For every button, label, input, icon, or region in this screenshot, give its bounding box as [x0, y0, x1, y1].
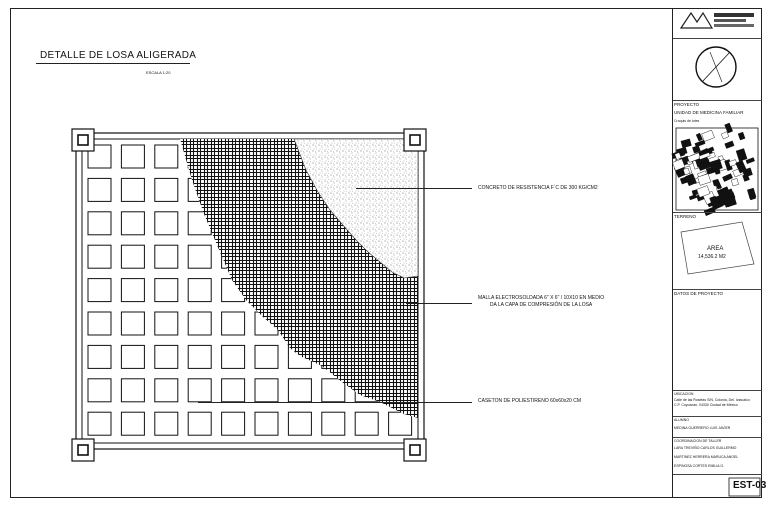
tb-divider [673, 289, 762, 290]
caseton-cell [188, 279, 211, 302]
address-heading: UBICACION [674, 392, 694, 396]
caseton-cell [389, 412, 412, 435]
caseton-cell [155, 279, 178, 302]
tb-divider [673, 416, 762, 417]
mesh-leader [406, 303, 472, 304]
caseton-cell [188, 245, 211, 268]
caseton-cell [155, 145, 178, 168]
project-name: UNIDAD DE MEDICINA FAMILIAR [674, 110, 744, 115]
caseton-cell [188, 379, 211, 402]
caseton-cell [121, 178, 144, 201]
column-top-left [72, 129, 94, 151]
caseton-cell [121, 345, 144, 368]
caseton-cell [121, 379, 144, 402]
caseton-label: CASETON DE POLIESTIRENO 60x60x20 CM [478, 398, 581, 404]
column-bottom-right [404, 439, 426, 461]
caseton-cell [188, 412, 211, 435]
caseton-cell [121, 279, 144, 302]
advisors-heading: COORDINACION DE TALLER [674, 439, 722, 443]
caseton-cell [88, 312, 111, 335]
caseton-cell [88, 245, 111, 268]
advisor-2: MARTINEZ HERRERA MARUCA ANGEL [674, 455, 739, 459]
tb-divider [673, 390, 762, 391]
caseton-cell [288, 379, 311, 402]
caseton-cell [255, 412, 278, 435]
caseton-cell [355, 412, 378, 435]
terrain-heading: TERRENO [674, 214, 697, 219]
concrete-label: CONCRETO DE RESISTENCIA F´C DE 300 KG/CM2 [478, 185, 598, 191]
caseton-cell [88, 379, 111, 402]
caseton-cell [222, 312, 245, 335]
caseton-cell [155, 345, 178, 368]
north-arrow [696, 47, 736, 87]
address-line-1: Calle de las Rosetas S/N, Colonia, Del. Iztacalco [674, 398, 750, 402]
caseton-cell [121, 212, 144, 235]
caseton-cell [88, 212, 111, 235]
caseton-cell [222, 345, 245, 368]
project-data-heading: DATOS DE PROYECTO [674, 291, 724, 296]
mesh-label-line-1: MALLA ELECTROSOLDADA 6" X 6" / 10X10 EN MEDIO [478, 295, 605, 301]
advisor-3: ESPINOSA CORTES EMILIA G. [674, 464, 725, 468]
caseton-leader [198, 402, 472, 403]
caseton-cell [188, 312, 211, 335]
area-label: AREA [707, 246, 724, 252]
caseton-cell [155, 245, 178, 268]
caseton-cell [322, 412, 345, 435]
caseton-cell [121, 145, 144, 168]
caseton-cell [121, 312, 144, 335]
caseton-cell [188, 345, 211, 368]
caseton-cell [121, 412, 144, 435]
mesh-label-line-2: DA LA CAPA DE COMPRESIÓN DE LA LOSA [489, 302, 593, 308]
area-value: 14,536.2 M2 [698, 254, 726, 260]
tb-divider [673, 38, 762, 39]
caseton-cell [322, 379, 345, 402]
caseton-cell [88, 178, 111, 201]
caseton-cell [288, 412, 311, 435]
caseton-cell [88, 412, 111, 435]
caseton-cell [155, 412, 178, 435]
sheet-code: EST-03 [733, 480, 767, 491]
address-line-2: C.P. Coyoacan, 04330 Ciudad de México [674, 403, 738, 407]
advisor-1: LARA TREVIÑO CARLOS GUILLERMO [674, 446, 737, 450]
site-map [672, 123, 758, 216]
caseton-cell [155, 312, 178, 335]
drawing-scale: ESCALA 1:20 [146, 70, 171, 75]
tb-divider [673, 437, 762, 438]
tb-divider [673, 474, 762, 475]
author-heading: ALUMNO [674, 418, 689, 422]
caseton-cell [155, 212, 178, 235]
tb-divider [673, 212, 762, 213]
caseton-cell [155, 379, 178, 402]
author-name: MEDINA GUERRERO LUIS JAVIER [674, 426, 731, 430]
location-subtitle: Croquis de lotes [674, 119, 700, 123]
project-heading: PROYECTO [674, 102, 700, 107]
caseton-cell [88, 279, 111, 302]
caseton-cell [88, 345, 111, 368]
column-bottom-left [72, 439, 94, 461]
caseton-cell [222, 412, 245, 435]
tb-divider [673, 100, 762, 101]
drawing-title: DETALLE DE LOSA ALIGERADA [40, 50, 197, 61]
column-top-right [404, 129, 426, 151]
concrete-leader [356, 188, 472, 189]
mesh-label [478, 295, 604, 309]
caseton-cell [255, 345, 278, 368]
caseton-cell [222, 379, 245, 402]
school-logo [681, 13, 754, 28]
caseton-cell [155, 178, 178, 201]
caseton-cell [255, 379, 278, 402]
caseton-cell [121, 245, 144, 268]
